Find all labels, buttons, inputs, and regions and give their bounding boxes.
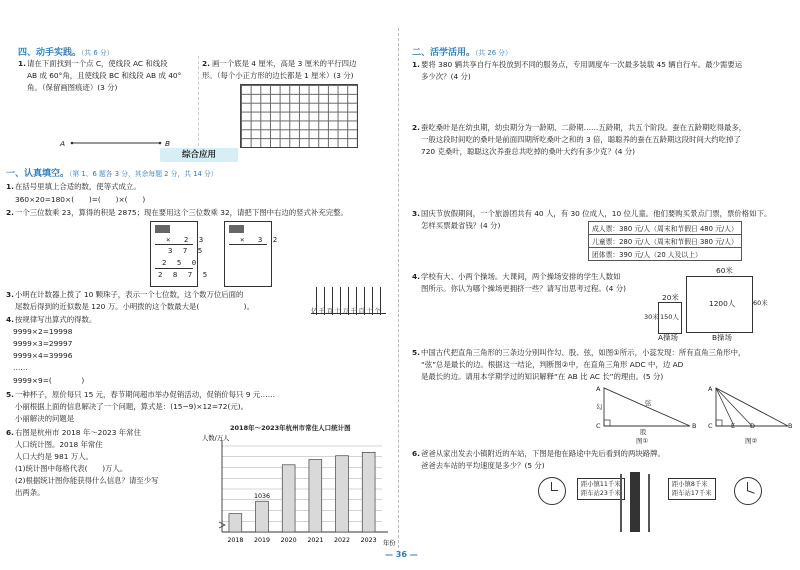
q2-1-line-2: 多少次？(4 分) [421,72,471,81]
sign2-line-1: 距小镇8千米 [672,481,708,488]
bar-2018 [229,514,242,532]
q1-6-line-2: 人口统计图。2018 年常住 [15,440,103,449]
bar-2022 [336,456,349,532]
population-bar-chart [200,432,396,550]
q4-1-line-2: AB 成 60°角，且使线段 BC 和线段 AB 成 40° [27,71,182,80]
q1-3-line-2: 尾数后得到的近似数是 120 万。小明拨的这个数最大是( )。 [15,302,254,311]
q2-5-line-1: 中国古代把直角三角形的三条边分别叫作勾、股、弦，如图①所示，小蕊发现：所有直角三角形中， [421,348,746,357]
tri1-gu: 股 [640,428,647,436]
q4-1-line-3: 角。（保留画图痕迹）(3 分) [27,83,118,92]
bar-2021 [309,460,322,532]
q1-6-line-1: 右图是杭州市 2018 年～2023 年常住 [15,428,141,437]
column-separator [198,56,200,146]
field-b-caption: B操场 [712,333,732,342]
tick-label-2019: 2019 [253,537,271,544]
q1-6-line-4: (1)统计图中每格代表( )万人。 [15,464,128,473]
page-divider [398,28,400,548]
bar-2020 [282,465,295,532]
q2-5-number: 5. [412,348,420,357]
square-grid [240,84,358,148]
q1-6-line-5: (2)根据统计图你能获得什么信息？请至少写 [15,476,159,485]
q1-4-row-3: 9999×4=39996 [13,351,73,360]
field-b-people: 1200人 [709,299,736,308]
road-sign-1 [577,478,625,500]
tri1-a: A [596,385,601,393]
q2-3-line-2: 怎样买票最省钱？(4 分) [421,221,501,230]
tri1-caption: 图① [636,437,649,445]
q1-4-row-4: …… [13,363,28,372]
road-sign-2 [668,478,716,500]
bar-2019 [256,501,269,532]
q2-1-number: 1. [412,60,420,69]
q2-4-line-1: 学校有大、小两个操场。大课间，两个操场安排的学生人数如 [421,272,621,281]
clock-1 [538,477,566,505]
tick-label-2018: 2018 [227,537,244,544]
q2-6-line-1: 爸爸从家出发去小镇附近的车站，下图是他在路途中先后看到的两块路牌。 [421,449,665,458]
q2-4-line-2: 图所示。你认为哪个操场更拥挤一些？请写出思考过程。(4 分) [421,284,626,293]
sign2-line-2: 距车站17千米 [672,490,712,497]
price-row-child: 儿童票：280 元/人（周末和节假日 380 元/人） [589,235,742,248]
chart-title: 2018年～2023年杭州市常住人口统计图 [230,424,351,432]
q1-1-number: 1. [6,182,14,191]
q2-2-line-3: 720 克桑叶，聪聪这次养蚕总共吃掉的桑叶大约有多少克？(4 分) [421,147,636,156]
field-b-height: 60米 [753,299,768,307]
calc-left-row-1: × 2 3 [166,235,207,244]
q1-1-equation: 360×20=180×( )=( )×( ) [15,195,146,204]
q4-2-number: 2. [202,59,210,68]
q1-2-text: 一个三位数乘 23，算得的积是 2875；现在要用这个三位数乘 32，请把下图中右边的竖式补充完整。 [15,208,348,217]
calc-left-row-3: 2 5 0 [162,258,200,267]
q1-4-text: 按规律写出算式的得数。 [15,315,97,324]
segment-ab [68,138,164,148]
q1-5-line-2: 小丽根据上面的信息解决了一个问题，算式是：(15−9)×12=72(元)。 [15,402,249,411]
q2-6-line-2: 爸爸去车站的平均速度是多少？(5 分) [421,461,545,470]
tri1-gou: 勾 [596,403,603,411]
calc-left-row-4: 2 8 7 5 [158,270,211,279]
q1-5-line-1: 一种杯子，原价每只 15 元，春节期间超市举办促销活动，促销价每只 9 元…… [15,390,276,399]
tri2-a: A [708,385,713,393]
tick-label-2022: 2022 [333,537,351,544]
field-a-width: 20米 [662,293,679,302]
road-illustration [630,472,640,532]
calc-right-row-1: × 3 2 [240,235,281,244]
price-row-adult: 成人票：380 元/人（周末和节假日 480 元/人） [589,222,742,235]
q2-6-number: 6. [412,449,420,458]
field-a-people: 150人 [660,313,679,321]
tri2-e: E [731,422,736,430]
calc-left-row-2: 3 7 5 [168,246,206,255]
tick-label-2021: 2021 [307,537,324,544]
q1-3-line-1: 小明在计数器上拨了 10 颗珠子，表示一个七位数，这个数万位后面的 [15,290,244,299]
section-2-heading: 二、活学活用。（共 26 分） [412,48,512,58]
q1-3-number: 3. [6,290,14,299]
q2-4-number: 4. [412,272,420,281]
q4-1-line-1: 请在下面找到一个点 C，使线段 AC 和线段 [27,59,168,68]
tri1-c: C [596,422,601,430]
q4-2-line-2: 形。（每个小正方形的边长都是 1 厘米）(3 分) [202,71,354,80]
q1-2-number: 2. [6,208,14,217]
label-b: B [165,139,171,148]
tri1-xian: 弦 [645,399,652,407]
q1-1-text: 在括号里填上合适的数，使等式成立。 [15,182,141,191]
tick-label-2023: 2023 [360,537,377,544]
field-b-width: 60米 [716,266,733,275]
q1-5-number: 5. [6,390,14,399]
page-number: — 36 — [385,550,418,559]
abacus-place-labels: 亿 千 百 十 万 千 百 十 个 [311,308,381,315]
tri2-c: C [708,422,713,430]
q1-4-row-2: 9999×3=29997 [13,339,73,348]
q1-6-line-6: 出两条。 [15,488,45,497]
data-label-2019: 1036 [253,493,271,501]
clock-2 [734,477,762,505]
price-row-group: 团体票：390 元/人（20 人及以上） [589,248,742,261]
section-4-heading: 四、动手实践。（共 6 分） [18,48,114,58]
ticket-price-table [588,221,742,261]
q1-4-number: 4. [6,315,14,324]
field-a-height: 30米 [644,313,659,321]
q2-2-line-2: 一般这段时间吃的桑叶是前面四期所吃桑叶之和的 3 倍，聪聪养的蚕在五龄期这段时间大约吃掉了 [421,135,741,144]
q1-5-line-3: 小丽解决的问题是 [15,414,75,423]
section-band-title: 综合应用 [160,148,238,162]
x-axis-label: 年份 [383,540,396,547]
q2-2-line-1: 蚕吃桑叶是在幼虫期，幼虫期分为一龄期、二龄期……五龄期，共五个阶段。蚕在五龄期吃得最多， [421,123,747,132]
tick-label-2020: 2020 [280,537,297,544]
q1-4-row-1: 9999×2=19998 [13,327,73,336]
q2-5-line-2: “弦”总是最长的边。根据这一结论，判断图②中，在直角三角形 ADC 中，边 AD [421,360,684,369]
q1-4-row-5: 9999×9=( ) [13,376,85,385]
hidden-digits-right [229,225,244,233]
q4-1-number: 1. [18,59,26,68]
q1-6-line-3: 人口大约是 981 万人。 [15,452,93,461]
sign1-line-2: 距车站23千米 [581,490,621,497]
tri2-b: B [788,422,793,430]
q2-1-line-1: 要将 380 辆共享自行车投放到不同的服务点，专用调度车一次最多装载 45 辆自行车。最少需要运 [421,60,743,69]
q2-5-line-3: 是最长的边。请用本学期学过的知识解释“在 AB 比 AC 长”的理由。(5 分) [421,372,664,381]
tri2-d: D [750,422,756,430]
tri2-caption: 图② [745,437,758,445]
tri1-b: B [692,422,697,430]
q2-3-number: 3. [412,209,420,218]
sign1-line-1: 距小镇11千米 [581,481,621,488]
q2-3-line-1: 国庆节放假期间，一个旅游团共有 40 人，有 30 位成人，10 位儿童。他们要购买景点门票，票价格如下。 [421,209,772,218]
q1-6-number: 6. [6,428,14,437]
field-a-caption: A操场 [658,333,678,342]
section-1-heading: 一、认真填空。（第 1、6 题各 3 分，其余每题 2 分，共 14 分） [6,169,218,179]
y-axis-label: 人数/万人 [202,435,230,442]
label-a: A [60,139,66,148]
q4-2-line-1: 画一个底是 4 厘米，高是 3 厘米的平行四边 [212,59,357,68]
bar-2023 [362,452,375,532]
q2-2-number: 2. [412,123,420,132]
hidden-digits-left [155,225,170,233]
